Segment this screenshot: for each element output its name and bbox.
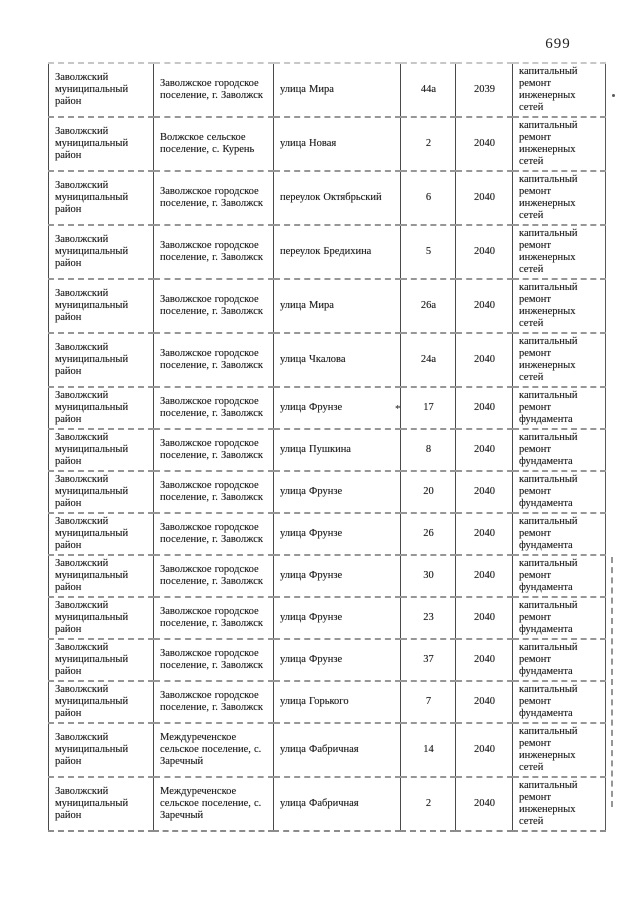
cell-street: улица Фрунзе xyxy=(274,597,401,639)
cell-year: 2040 xyxy=(456,723,513,777)
cell-settlement: Заволжское городское поселение, г. Заволжск xyxy=(154,63,274,117)
cell-street: улица Фрунзе xyxy=(274,471,401,513)
cell-year: 2040 xyxy=(456,429,513,471)
cell-work: капитальный ремонт фундамента xyxy=(513,429,606,471)
cell-year: 2040 xyxy=(456,117,513,171)
cell-street: улица Фабричная xyxy=(274,777,401,831)
cell-work: капитальный ремонт инженерных сетей xyxy=(513,63,606,117)
cell-year: 2040 xyxy=(456,471,513,513)
repair-schedule-table xyxy=(48,62,606,832)
cell-work: капитальный ремонт фундамента xyxy=(513,681,606,723)
cell-district: Заволжский муниципальный район xyxy=(49,597,154,639)
cell-settlement: Заволжское городское поселение, г. Заволжск xyxy=(154,171,274,225)
table-row xyxy=(49,777,606,831)
cell-district: Заволжский муниципальный район xyxy=(49,777,154,831)
cell-year: 2040 xyxy=(456,777,513,831)
cell-year: 2040 xyxy=(456,279,513,333)
cell-house: 2 xyxy=(401,777,456,831)
cell-street: улица Новая xyxy=(274,117,401,171)
cell-work: капитальный ремонт инженерных сетей xyxy=(513,171,606,225)
cell-settlement: Заволжское городское поселение, г. Заволжск xyxy=(154,555,274,597)
cell-house: 17 xyxy=(401,387,456,429)
table-row xyxy=(49,597,606,639)
cell-house: 24а xyxy=(401,333,456,387)
cell-year: 2040 xyxy=(456,171,513,225)
cell-house: 30 xyxy=(401,555,456,597)
cell-street: улица Чкалова xyxy=(274,333,401,387)
cell-work: капитальный ремонт фундамента xyxy=(513,555,606,597)
table-row xyxy=(49,279,606,333)
cell-settlement: Заволжское городское поселение, г. Заволжск xyxy=(154,279,274,333)
cell-district: Заволжский муниципальный район xyxy=(49,639,154,681)
cell-work: капитальный ремонт фундамента xyxy=(513,639,606,681)
ink-speck: * xyxy=(395,403,401,415)
cell-settlement: Заволжское городское поселение, г. Заволжск xyxy=(154,471,274,513)
cell-settlement: Заволжское городское поселение, г. Заволжск xyxy=(154,681,274,723)
table-row xyxy=(49,723,606,777)
cell-house: 7 xyxy=(401,681,456,723)
cell-street: улица Фрунзе xyxy=(274,387,401,429)
cell-house: 2 xyxy=(401,117,456,171)
table-row xyxy=(49,471,606,513)
table-row xyxy=(49,681,606,723)
page-number: 699 xyxy=(545,36,571,52)
cell-settlement: Заволжское городское поселение, г. Заволжск xyxy=(154,513,274,555)
cell-street: улица Фрунзе xyxy=(274,555,401,597)
table-row xyxy=(49,63,606,117)
cell-work: капитальный ремонт инженерных сетей xyxy=(513,279,606,333)
cell-house: 44а xyxy=(401,63,456,117)
ink-dot xyxy=(612,94,615,97)
cell-settlement: Заволжское городское поселение, г. Заволжск xyxy=(154,387,274,429)
cell-district: Заволжский муниципальный район xyxy=(49,387,154,429)
cell-street: улица Пушкина xyxy=(274,429,401,471)
cell-year: 2040 xyxy=(456,513,513,555)
cell-year: 2040 xyxy=(456,639,513,681)
table-row xyxy=(49,639,606,681)
cell-settlement: Заволжское городское поселение, г. Заволжск xyxy=(154,597,274,639)
cell-year: 2040 xyxy=(456,681,513,723)
cell-street: улица Мира xyxy=(274,279,401,333)
cell-street: улица Фабричная xyxy=(274,723,401,777)
cell-district: Заволжский муниципальный район xyxy=(49,63,154,117)
cell-district: Заволжский муниципальный район xyxy=(49,429,154,471)
cell-district: Заволжский муниципальный район xyxy=(49,723,154,777)
cell-settlement: Заволжское городское поселение, г. Заволжск xyxy=(154,429,274,471)
cell-work: капитальный ремонт фундамента xyxy=(513,513,606,555)
cell-street: переулок Октябрьский xyxy=(274,171,401,225)
cell-district: Заволжский муниципальный район xyxy=(49,279,154,333)
cell-settlement: Заволжское городское поселение, г. Заволжск xyxy=(154,639,274,681)
cell-work: капитальный ремонт инженерных сетей xyxy=(513,225,606,279)
cell-district: Заволжский муниципальный район xyxy=(49,471,154,513)
cell-street: улица Мира xyxy=(274,63,401,117)
cell-year: 2040 xyxy=(456,387,513,429)
table-row xyxy=(49,171,606,225)
cell-street: переулок Бредихина xyxy=(274,225,401,279)
cell-settlement: Междуреченское сельское поселение, с. Заречный xyxy=(154,777,274,831)
cell-work: капитальный ремонт инженерных сетей xyxy=(513,777,606,831)
cell-settlement: Волжское сельское поселение, с. Курень xyxy=(154,117,274,171)
cell-settlement: Заволжское городское поселение, г. Заволжск xyxy=(154,333,274,387)
cell-year: 2040 xyxy=(456,597,513,639)
cell-district: Заволжский муниципальный район xyxy=(49,681,154,723)
table-row xyxy=(49,387,606,429)
cell-house: 26а xyxy=(401,279,456,333)
cell-year: 2039 xyxy=(456,63,513,117)
cell-district: Заволжский муниципальный район xyxy=(49,513,154,555)
table-row xyxy=(49,429,606,471)
cell-year: 2040 xyxy=(456,555,513,597)
cell-street: улица Фрунзе xyxy=(274,513,401,555)
cell-work: капитальный ремонт инженерных сетей xyxy=(513,723,606,777)
cell-work: капитальный ремонт фундамента xyxy=(513,471,606,513)
table-row xyxy=(49,333,606,387)
table-row xyxy=(49,225,606,279)
table-row xyxy=(49,555,606,597)
cell-house: 14 xyxy=(401,723,456,777)
cell-house: 26 xyxy=(401,513,456,555)
cell-house: 8 xyxy=(401,429,456,471)
table-row xyxy=(49,513,606,555)
cell-year: 2040 xyxy=(456,333,513,387)
cell-district: Заволжский муниципальный район xyxy=(49,117,154,171)
cell-house: 5 xyxy=(401,225,456,279)
cell-work: капитальный ремонт фундамента xyxy=(513,597,606,639)
cell-district: Заволжский муниципальный район xyxy=(49,555,154,597)
cell-work: капитальный ремонт инженерных сетей xyxy=(513,117,606,171)
cell-house: 37 xyxy=(401,639,456,681)
table-row xyxy=(49,117,606,171)
cell-year: 2040 xyxy=(456,225,513,279)
cell-street: улица Горького xyxy=(274,681,401,723)
cell-house: 20 xyxy=(401,471,456,513)
cell-street: улица Фрунзе xyxy=(274,639,401,681)
cell-district: Заволжский муниципальный район xyxy=(49,171,154,225)
cell-district: Заволжский муниципальный район xyxy=(49,333,154,387)
repair-table-body xyxy=(49,63,606,831)
cell-work: капитальный ремонт инженерных сетей xyxy=(513,333,606,387)
cell-settlement: Заволжское городское поселение, г. Заволжск xyxy=(154,225,274,279)
cell-house: 6 xyxy=(401,171,456,225)
cell-district: Заволжский муниципальный район xyxy=(49,225,154,279)
scan-artifact-line xyxy=(611,557,613,807)
cell-work: капитальный ремонт фундамента xyxy=(513,387,606,429)
cell-house: 23 xyxy=(401,597,456,639)
cell-settlement: Междуреченское сельское поселение, с. Заречный xyxy=(154,723,274,777)
